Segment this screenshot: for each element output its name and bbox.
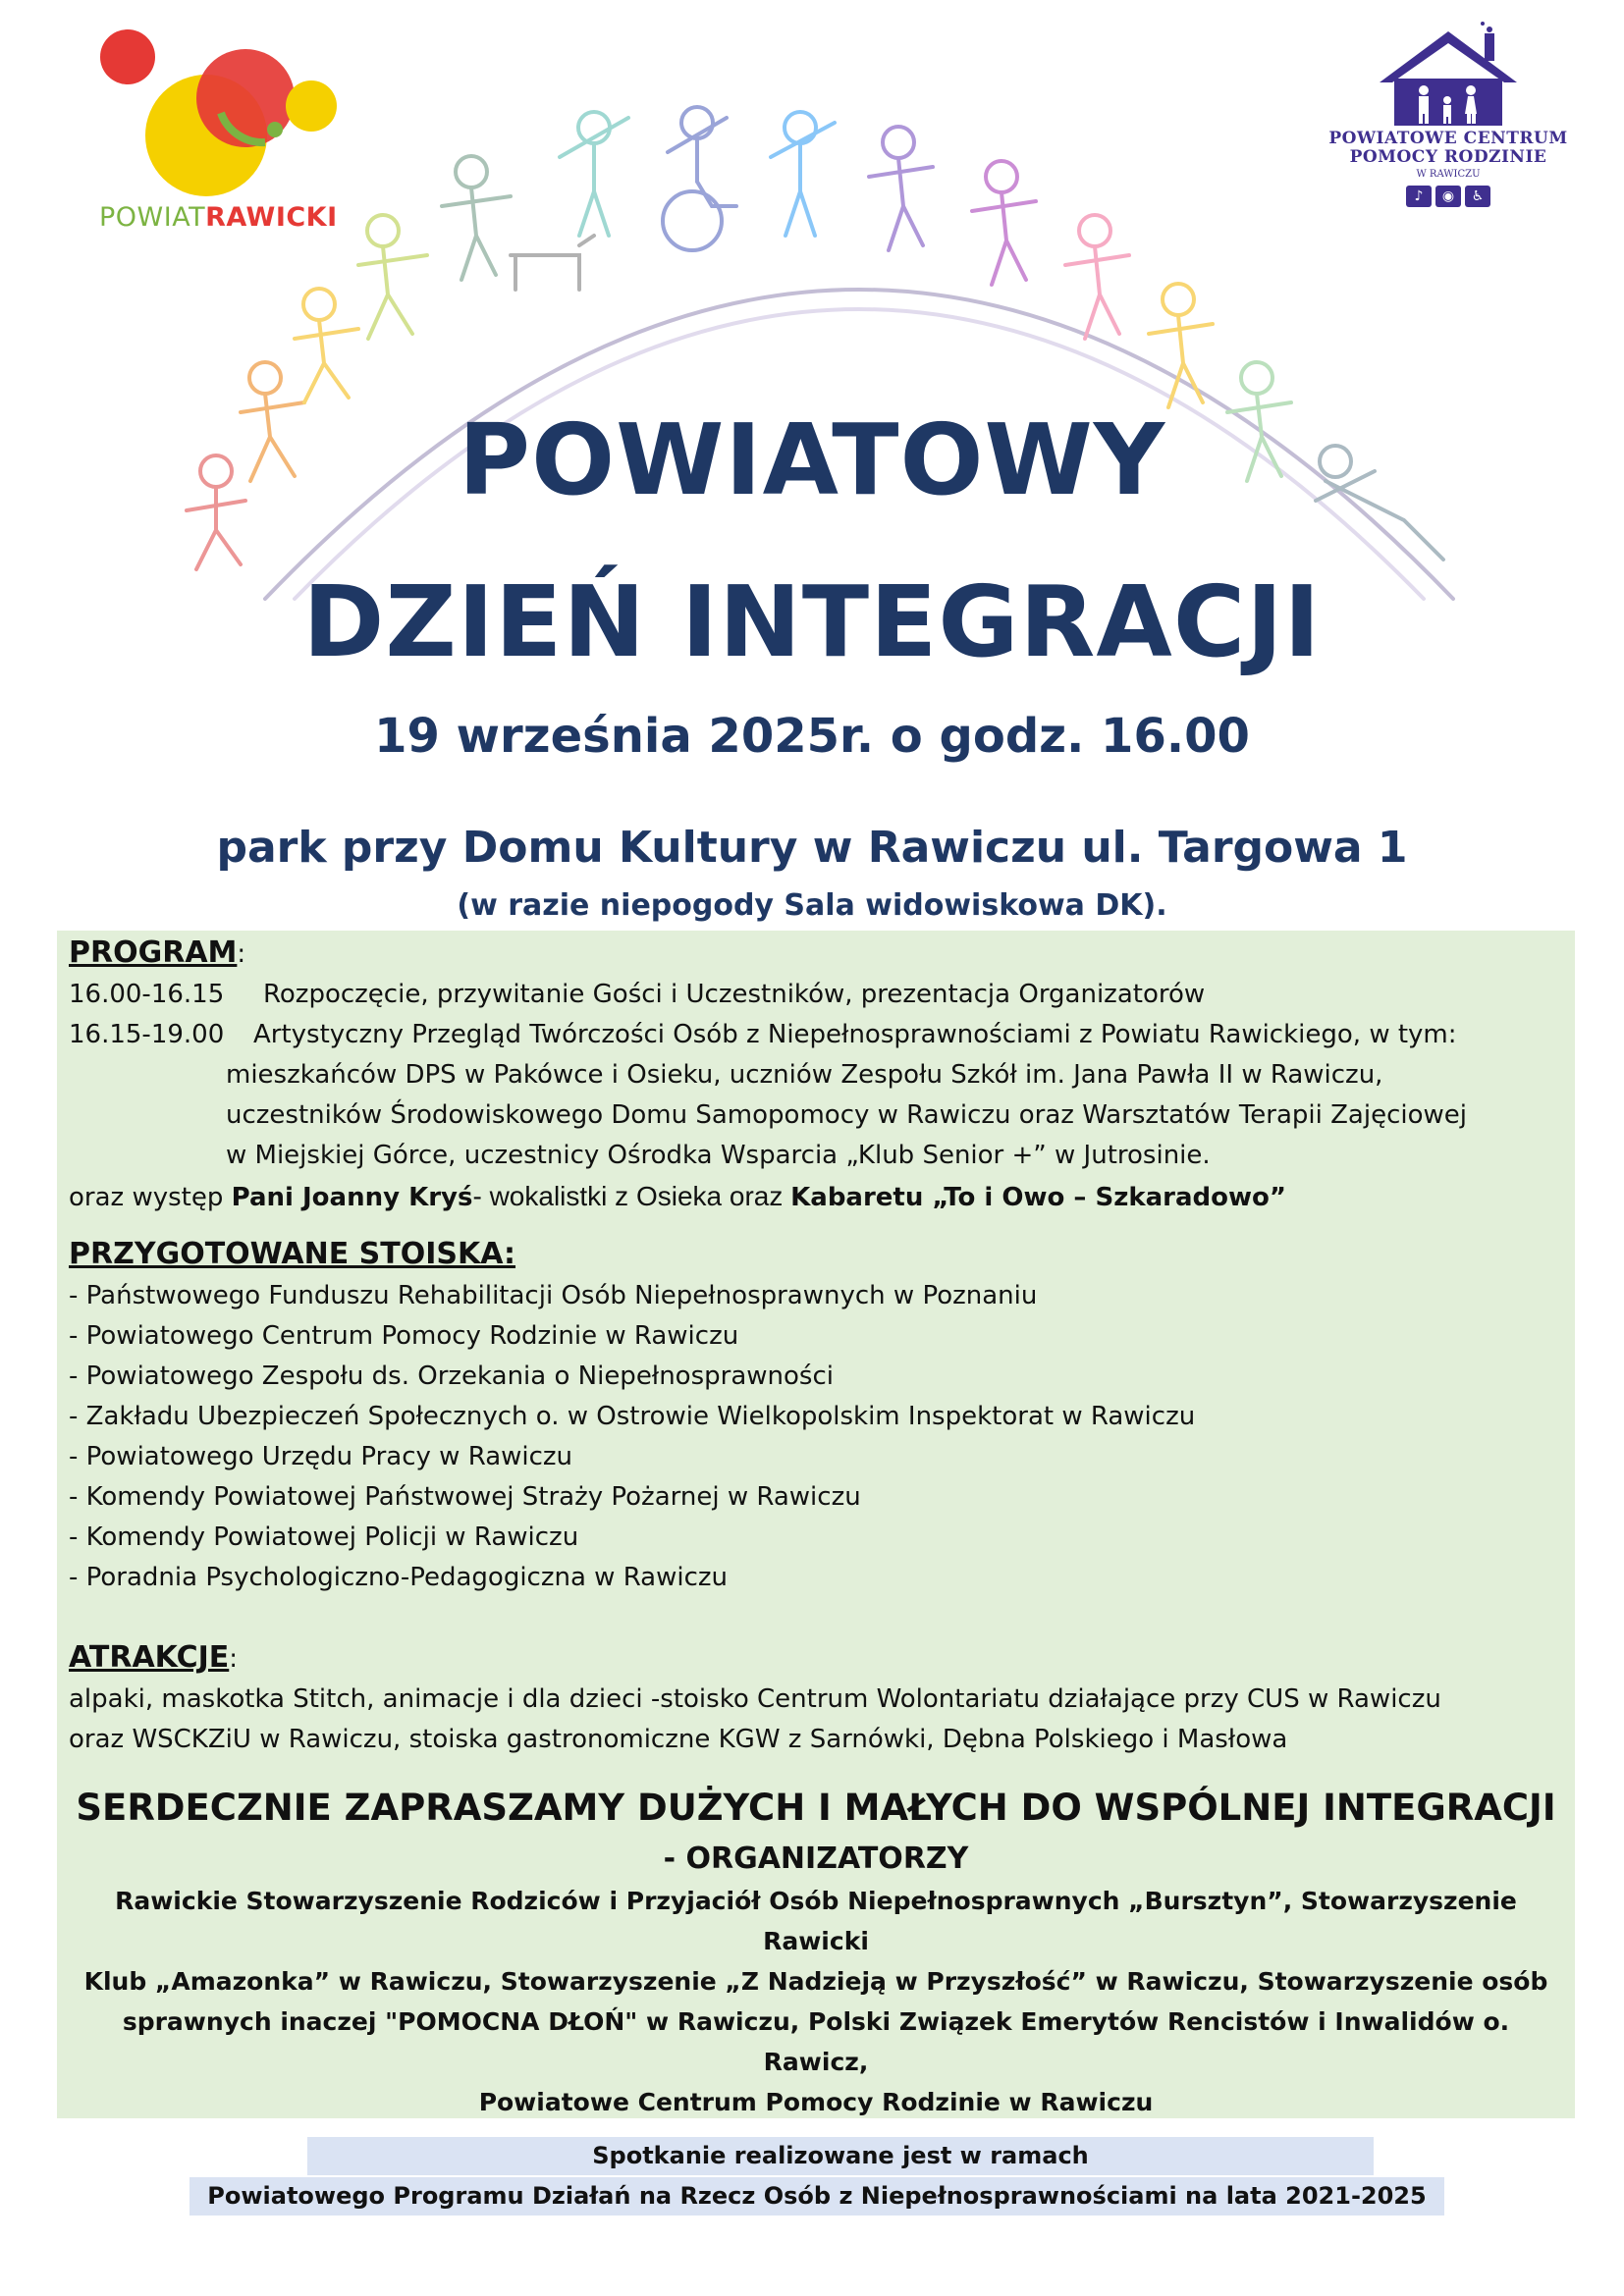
stand-item: - Powiatowego Urzędu Pracy w Rawiczu: [69, 1442, 573, 1471]
title-line1: POWIATOWY: [458, 402, 1166, 517]
organizers-line: Powiatowe Centrum Pomocy Rodzinie w Rawiczu: [478, 2088, 1154, 2116]
program-item: [69, 975, 1563, 1015]
program-performance: oraz występ Pani Joanny Kryś- wokalistki z Osieka oraz Kabaretu „To i Owo – Szkaradowo”: [69, 1181, 1286, 1212]
footer-line1: Spotkanie realizowane jest w ramach: [307, 2137, 1374, 2175]
organizers-line: Klub „Amazonka” w Rawiczu, Stowarzyszenie „Z Nadzieją w Przyszłość” w Rawiczu, Stowarzyszenie osób: [83, 1967, 1548, 1996]
program-continuation: w Miejskiej Górce, uczestnicy Ośrodka Wsparcia „Klub Senior +” w Jutrosinie.: [226, 1141, 1211, 1170]
attractions-line: alpaki, maskotka Stitch, animacje i dla dzieci -stoisko Centrum Wolontariatu działające przy CUS w Rawiczu: [69, 1684, 1441, 1714]
program-panel: PROGRAM: 16.00-16.15 Rozpoczęcie, przywitanie Gości i Uczestników, prezentacja Organizatorów 16.15-19.00 Artystyczny Przegląd Twórczości Osób z Niepełnosprawnościami z Powiatu Rawickiego, w tym: mieszkańców DPS w Pakówce i Osieku, uczniów Zespołu Szkół im. Jana Pawła II w Rawiczu, uczestników Środowiskowego Domu Samopomocy w Rawiczu oraz Warsztatów Terapii Zajęciowej w Miejskiej Górce, uczestnicy Ośrodka Wsparcia „Klub Senior +” w Jutrosinie. oraz występ Pani Joanny Kryś- wokalistki z Osieka oraz Kabaretu „To i Owo – Szkaradowo” PRZYGOTOWANE STOISKA: - Państwowego Funduszu Rehabilitacji Osób Niepełnosprawnych w Poznaniu - Powiatowego Centrum Pomocy Rodzinie w Rawiczu - Powiatowego Zespołu ds. Orzekania o Niepełnosprawności - Zakładu Ubezpieczeń Społecznych o. w Ostrowie Wielkopolskim Inspektorat w Rawiczu - Powiatowego Urzędu Pracy w Rawiczu - Komendy Powiatowej Państwowej Straży Pożarnej w Rawiczu - Komendy Powiatowej Policji w Rawiczu - Poradnia Psychologiczno-Pedagogiczna w Rawiczu ATRAKCJE: alpaki, maskotka Stitch, animacje i dla dzieci -stoisko Centrum Wolontariatu działające przy CUS w Rawiczu oraz WSCKZiU w Rawiczu, stoiska gastronomiczne KGW z Sarnówki, Dębna Polskiego i Masłowa SERDECZNIE ZAPRASZAMY DUŻYCH I MAŁYCH DO WSPÓLNEJ INTEGRACJI - ORGANIZATORZY Rawickie Stowarzyszenie Rodziców i Przyjaciół Osób Niepełnosprawnych „Bursztyn”, Stowarzyszenie Rawicki Klub „Amazonka” w Rawiczu, Stowarzyszenie „Z Nadzieją w Przyszłość” w Rawiczu, Stowarzyszenie osób sprawnych inaczej "POMOCNA DŁOŃ" w Rawiczu, Polski Związek Emerytów Rencistów i Inwalidów o. Rawicz, Powiatowe Centrum Pomocy Rodzinie w Rawiczu: [57, 931, 1575, 2118]
ear-icon: ♪: [1406, 186, 1432, 207]
stands-heading: PRZYGOTOWANE STOISKA:: [69, 1237, 516, 1271]
invitation-text: SERDECZNIE ZAPRASZAMY DUŻYCH I MAŁYCH DO WSPÓLNEJ INTEGRACJI: [76, 1787, 1556, 1829]
pcpr-line2: POMOCY RODZINIE: [1349, 147, 1547, 167]
eye-icon: ◉: [1435, 186, 1461, 207]
stand-item: - Powiatowego Zespołu ds. Orzekania o Niepełnosprawności: [69, 1362, 834, 1391]
program-heading: PROGRAM: [69, 935, 238, 970]
organizers-line: sprawnych inaczej "POMOCNA DŁOŃ" w Rawiczu, Polski Związek Emerytów Rencistów i Inwalidów o. Rawicz,: [122, 2007, 1510, 2076]
event-place-note: (w razie niepogody Sala widowiskowa DK).: [457, 888, 1167, 923]
stand-item: - Komendy Powiatowej Policji w Rawiczu: [69, 1522, 579, 1552]
program-time: 16.15-19.00: [69, 1020, 225, 1049]
organizers-list: [69, 1881, 1563, 2122]
program-text: Rozpoczęcie, przywitanie Gości i Uczestników, prezentacja Organizatorów: [263, 980, 1206, 1009]
pcpr-line1: POWIATOWE CENTRUM: [1328, 129, 1568, 148]
program-text: Artystyczny Przegląd Twórczości Osób z Niepełnosprawnościami z Powiatu Rawickiego, w tym:: [253, 1020, 1457, 1049]
organizers-heading: - ORGANIZATORZY: [663, 1842, 969, 1876]
footer-line2: Powiatowego Programu Działań na Rzecz Osób z Niepełnosprawnościami na lata 2021-2025: [189, 2177, 1444, 2216]
pcpr-line3: W RAWICZU: [1416, 169, 1481, 180]
wheelchair-icon: ♿: [1465, 186, 1490, 207]
program-continuation: mieszkańców DPS w Pakówce i Osieku, uczniów Zespołu Szkół im. Jana Pawła II w Rawiczu,: [226, 1060, 1383, 1090]
attractions-line: oraz WSCKZiU w Rawiczu, stoiska gastronomiczne KGW z Sarnówki, Dębna Polskiego i Masłowa: [69, 1725, 1288, 1754]
stand-item: - Powiatowego Centrum Pomocy Rodzinie w Rawiczu: [69, 1321, 739, 1351]
title-line2: DZIEŃ INTEGRACJI: [302, 564, 1322, 679]
organizers-line: Rawickie Stowarzyszenie Rodziców i Przyjaciół Osób Niepełnosprawnych „Bursztyn”, Stowarzyszenie Rawicki: [115, 1887, 1517, 1955]
stand-item: - Zakładu Ubezpieczeń Społecznych o. w Ostrowie Wielkopolskim Inspektorat w Rawiczu: [69, 1402, 1196, 1431]
attractions-heading: ATRAKCJE: [69, 1640, 230, 1675]
stand-item: - Komendy Powiatowej Państwowej Straży Pożarnej w Rawiczu: [69, 1482, 861, 1512]
event-date: 19 września 2025r. o godz. 16.00: [374, 709, 1250, 764]
people-arc-illustration: [147, 98, 1571, 609]
stand-item: - Poradnia Psychologiczno-Pedagogiczna w Rawiczu: [69, 1563, 729, 1592]
stand-item: - Państwowego Funduszu Rehabilitacji Osób Niepełnosprawnych w Poznaniu: [69, 1281, 1038, 1310]
event-place: park przy Domu Kultury w Rawiczu ul. Targowa 1: [216, 823, 1408, 873]
logo-text: POWIATRAWICKI: [99, 202, 338, 233]
program-time: 16.00-16.15: [69, 980, 225, 1009]
program-continuation: uczestników Środowiskowego Domu Samopomocy w Rawiczu oraz Warsztatów Terapii Zajęciowej: [226, 1100, 1467, 1130]
program-item: [69, 1015, 1563, 1055]
